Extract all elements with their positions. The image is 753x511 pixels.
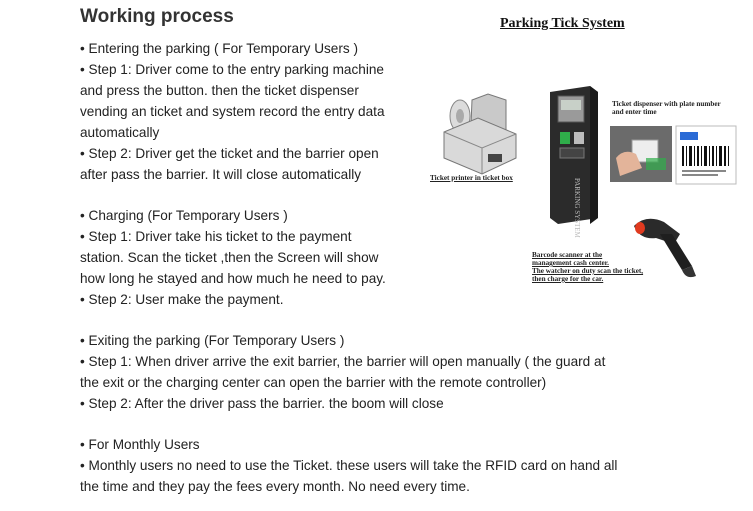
text-line: • Step 1: When driver arrive the exit barrier, the barrier will open manually ( the guard at: [80, 354, 606, 369]
text-line: vending an ticket and system record the entry data: [80, 104, 385, 119]
text-line: • Monthly users no need to use the Ticket. these users will take the RFID card on hand all: [80, 458, 618, 473]
barcode-ticket-icon: [676, 126, 736, 184]
text-line: • Step 2: After the driver pass the barrier. the boom will close: [80, 396, 444, 411]
text-line: station. Scan the ticket ,then the Screen will show: [80, 250, 379, 265]
text-line: the exit or the charging center can open the barrier with the remote controller): [80, 375, 547, 390]
document-title: Working process: [80, 6, 234, 27]
barcode-scanner-icon: [634, 219, 696, 277]
text-line: after pass the barrier. It will close automatically: [80, 167, 362, 182]
text-line: • Step 1: Driver take his ticket to the payment: [80, 229, 352, 244]
text-line: • Exiting the parking (For Temporary Users ): [80, 333, 345, 348]
parking-machine-icon: [550, 86, 598, 239]
text-line: • Entering the parking ( For Temporary Users ): [80, 41, 358, 56]
text-line: the time and they pay the fees every month. No need every time.: [80, 479, 470, 494]
text-line: how long he stayed and how much he need to pay.: [80, 271, 386, 286]
text-line: automatically: [80, 125, 160, 140]
text-line: • Step 2: User make the payment.: [80, 292, 284, 307]
ticket-dispenser-photo: [610, 126, 672, 182]
svg-text:PARKING SYSTEM: PARKING SYSTEM: [573, 178, 581, 238]
ticket-printer-icon: [444, 94, 516, 174]
parking-system-figure: [420, 8, 750, 308]
figure-title: Parking Tick System: [500, 16, 625, 31]
text-line: and press the button. then the ticket dispenser: [80, 83, 359, 98]
scanner-caption: Barcode scanner at the management cash center. The watcher on duty scan the ticket, then charge for the car.: [532, 251, 644, 283]
printer-caption: Ticket printer in ticket box: [430, 174, 513, 182]
text-line: • Charging (For Temporary Users ): [80, 208, 288, 223]
text-line: • Step 1: Driver come to the entry parking machine: [80, 62, 384, 77]
dispenser-caption: Ticket dispenser with plate number and enter time: [612, 100, 721, 116]
text-line: • Step 2: Driver get the ticket and the barrier open: [80, 146, 379, 161]
text-line: • For Monthly Users: [80, 437, 200, 452]
